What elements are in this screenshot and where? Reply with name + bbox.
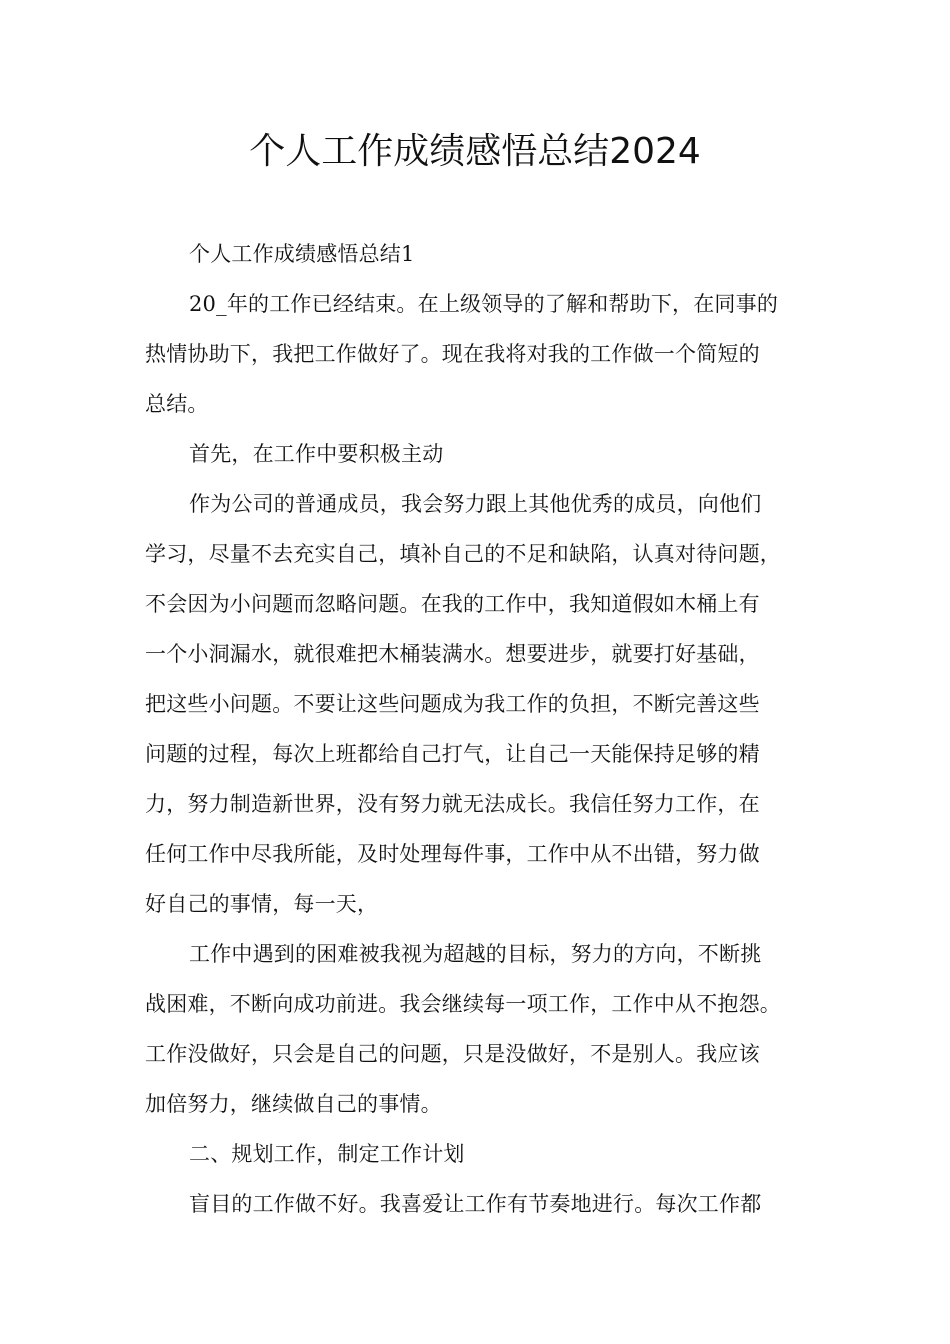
document-title: 个人工作成绩感悟总结2024 xyxy=(249,131,701,172)
paragraph-line: 工作没做好，只会是自己的问题，只是没做好，不是别人。我应该 xyxy=(145,1042,760,1066)
paragraph-line: 工作中遇到的困难被我视为超越的目标，努力的方向，不断挑 xyxy=(189,942,762,966)
paragraph-line: 不会因为小问题而忽略问题。在我的工作中，我知道假如木桶上有 xyxy=(145,592,760,616)
paragraph-line: 好自己的事情，每一天， xyxy=(145,892,379,916)
paragraph-line: 问题的过程，每次上班都给自己打气，让自己一天能保持足够的精 xyxy=(145,742,760,766)
paragraph-line: 学习，尽量不去充实自己，填补自己的不足和缺陷，认真对待问题， xyxy=(145,542,781,566)
section-heading: 个人工作成绩感悟总结1 xyxy=(189,242,415,266)
paragraph-line: 战困难，不断向成功前进。我会继续每一项工作，工作中从不抱怨。 xyxy=(145,992,781,1016)
document-body xyxy=(145,229,810,1229)
paragraph-line: 把这些小问题。不要让这些问题成为我工作的负担，不断完善这些 xyxy=(145,692,760,716)
paragraph-line: 20_年的工作已经结束。在上级领导的了解和帮助下，在同事的 xyxy=(189,292,779,316)
section-heading: 二、规划工作，制定工作计划 xyxy=(189,1142,465,1166)
paragraph-line: 加倍努力，继续做自己的事情。 xyxy=(145,1092,442,1116)
section-heading: 首先，在工作中要积极主动 xyxy=(189,442,444,466)
paragraph-line: 热情协助下，我把工作做好了。现在我将对我的工作做一个简短的 xyxy=(145,342,760,366)
paragraph-line: 盲目的工作做不好。我喜爱让工作有节奏地进行。每次工作都 xyxy=(189,1192,762,1216)
paragraph-line: 一个小洞漏水，就很难把木桶装满水。想要进步，就要打好基础， xyxy=(145,642,760,666)
paragraph-line: 任何工作中尽我所能，及时处理每件事，工作中从不出错，努力做 xyxy=(145,842,760,866)
paragraph-line: 作为公司的普通成员，我会努力跟上其他优秀的成员，向他们 xyxy=(189,492,762,516)
paragraph-line: 力，努力制造新世界，没有努力就无法成长。我信任努力工作，在 xyxy=(145,792,760,816)
paragraph-line: 总结。 xyxy=(145,392,209,416)
